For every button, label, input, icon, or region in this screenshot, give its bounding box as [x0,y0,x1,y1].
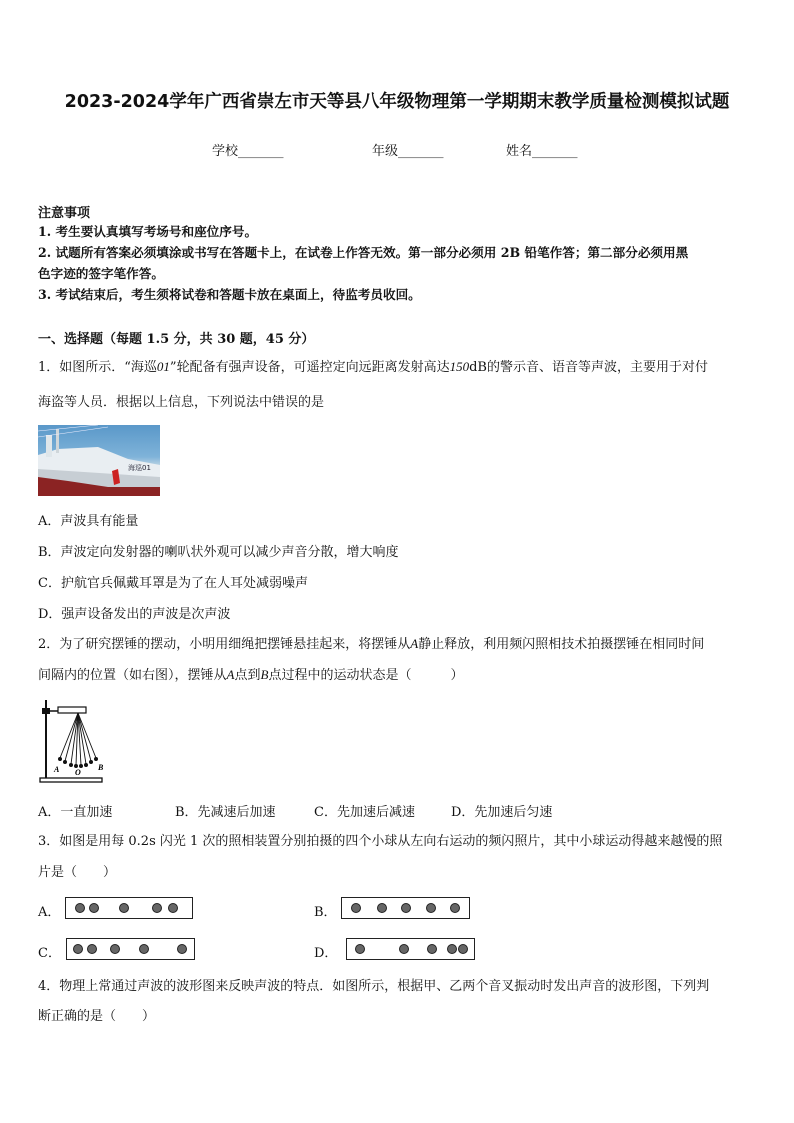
grade-field[interactable]: 年级_______ [372,144,444,159]
ship-illustration [38,425,160,496]
note-2: 2. 试题所有答案必须填涂或书写在答题卡上，在试卷上作答无效。第一部分必须用 2B 铅笔作答；第二部分必须用黑 [38,245,689,260]
notes-heading: 注意事项 [38,206,91,221]
q1-option-c[interactable]: C．护航官兵佩戴耳罩是为了在人耳处减弱噪声 [38,576,308,591]
note-1: 1. 考生要认真填写考场号和座位序号。 [38,224,258,239]
q1-option-d[interactable]: D．强声设备发出的声波是次声波 [38,607,231,622]
question-4-line-1: 4．物理上常通过声波的波形图来反映声波的特点．如图所示，根据甲、乙两个音叉振动时发出声音的波形图，下列判 [38,979,710,994]
q1-option-a[interactable]: A．声波具有能量 [38,514,139,529]
ship-photo [38,425,160,496]
pendulum-label-b: B [98,763,104,772]
q3-option-a-strip[interactable] [65,897,193,919]
pendulum-label-a: A [54,765,60,774]
q3-option-c-strip[interactable] [66,938,195,960]
q3-option-c-label[interactable]: C． [38,946,61,961]
q2-option-c[interactable]: C．先加速后减速 [314,805,415,820]
section-heading: 一、选择题（每题 1.5 分，共 30 题，45 分） [38,332,315,347]
q3-option-d-strip[interactable] [346,938,475,960]
note-2-cont: 色字迹的签字笔作答。 [38,266,164,281]
q2-option-b[interactable]: B．先减速后加速 [175,805,276,820]
question-2-line-2: 间隔内的位置（如右图），摆锤从A点到B点过程中的运动状态是（ ） [38,667,464,683]
question-1-line-2: 海盗等人员．根据以上信息，下列说法中错误的是 [38,395,325,410]
page-title: 2023-2024学年广西省崇左市天等县八年级物理第一学期期末教学质量检测模拟试题 [64,92,730,112]
q3-option-b-label[interactable]: B． [314,905,337,920]
note-3: 3. 考试结束后，考生须将试卷和答题卡放在桌面上，待监考员收回。 [38,287,421,302]
name-field[interactable]: 姓名_______ [506,144,578,159]
q3-option-b-strip[interactable] [341,897,470,919]
school-field[interactable]: 学校_______ [212,144,284,159]
q3-option-d-label[interactable]: D． [314,946,338,961]
question-3-line-1: 3．如图是用每 0.2s 闪光 1 次的照相装置分别拍摄的四个小球从左向右运动的频闪照片，其中小球运动得越来越慢的照 [38,834,723,849]
q3-option-a-label[interactable]: A． [38,905,61,920]
pendulum-figure [38,698,110,784]
q2-option-a[interactable]: A．一直加速 [38,805,113,820]
question-1-line-1: 1．如图所示．“海巡01”轮配备有强声设备，可遥控定向远距离发射高达150dB的警示音、语音等声波，主要用于对付 [38,359,708,375]
q1-option-b[interactable]: B．声波定向发射器的喇叭状外观可以减少声音分散，增大响度 [38,545,399,560]
question-2-line-1: 2．为了研究摆锤的摆动，小明用细绳把摆锤悬挂起来，将摆锤从A静止释放，利用频闪照相技术拍摄摆锤在相同时间 [38,636,705,652]
pendulum-label-o: O [75,768,81,777]
question-3-line-2: 片是（ ） [38,865,117,880]
question-4-line-2: 断正确的是（ ） [38,1009,156,1024]
q2-option-d[interactable]: D．先加速后匀速 [451,805,553,820]
ship-hull-text: 海巡01 [128,464,151,472]
